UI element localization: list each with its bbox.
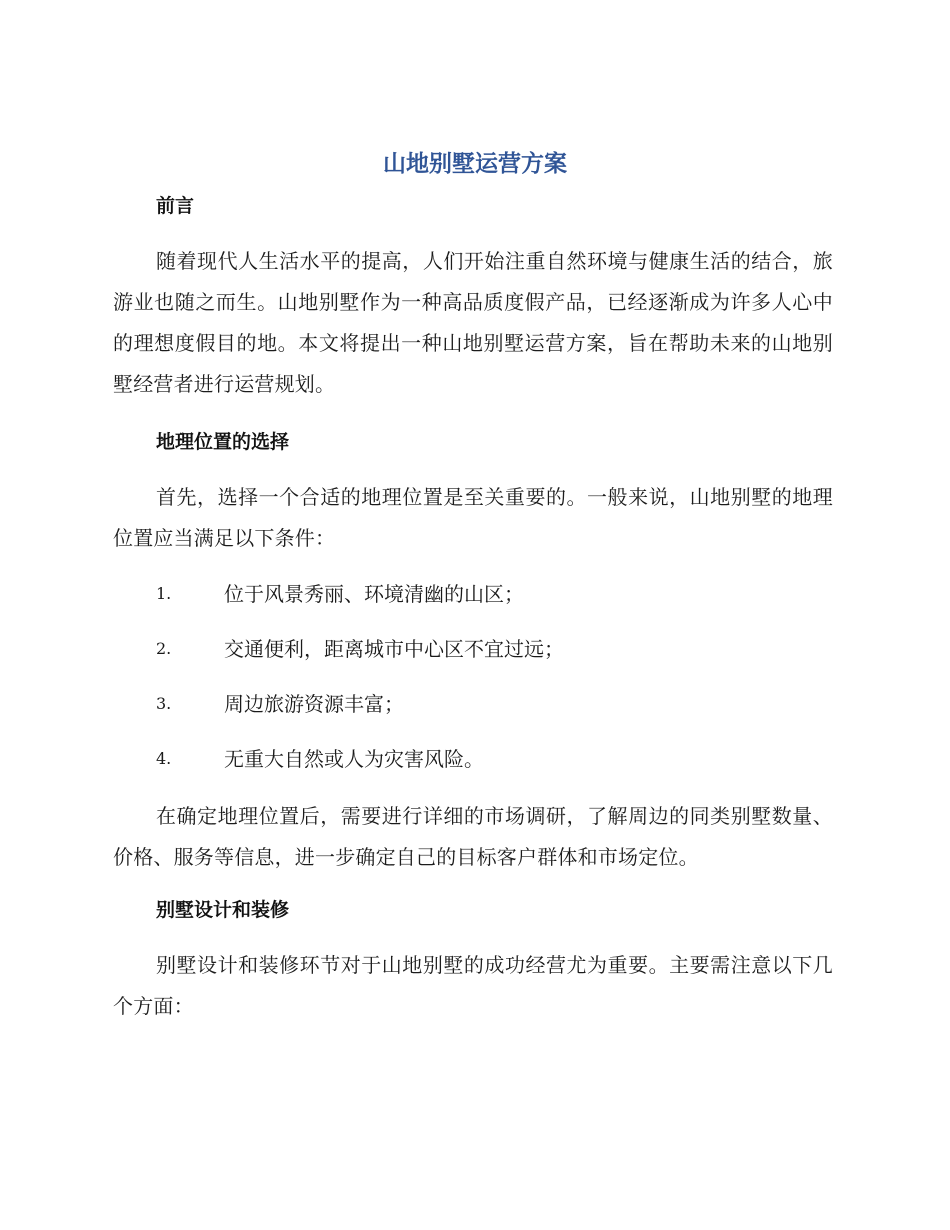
paragraph-design-intro: 别墅设计和装修环节对于山地别墅的成功经营尤为重要。主要需注意以下几个方面：	[113, 953, 833, 1018]
list-item-text: 无重大自然或人为灾害风险。	[224, 747, 484, 771]
list-item-number: 1.	[156, 584, 172, 603]
list-item-number: 3.	[156, 694, 172, 713]
paragraph-preface: 随着现代人生活水平的提高，人们开始注重自然环境与健康生活的结合，旅游业也随之而生。山地别墅作为一种高品质度假产品，已经逐渐成为许多人心中的理想度假目的地。本文将提出一种山地别墅运营方案，旨在帮助未来的山地别墅经营者进行运营规划。	[113, 249, 833, 396]
list-item-text: 交通便利，距离城市中心区不宜过远；	[224, 637, 564, 661]
list-item	[156, 578, 836, 610]
list-item-text: 周边旅游资源丰富；	[224, 692, 404, 716]
list-item	[156, 743, 836, 775]
paragraph-location-intro: 首先，选择一个合适的地理位置是至关重要的。一般来说，山地别墅的地理位置应当满足以下条件：	[113, 485, 833, 550]
section-heading-preface: 前言	[156, 195, 195, 217]
list-item-number: 4.	[156, 749, 172, 768]
document-title: 山地别墅运营方案	[383, 151, 567, 177]
list-item-text: 位于风景秀丽、环境清幽的山区；	[224, 582, 524, 606]
list-item	[156, 633, 836, 665]
paragraph-location-outro: 在确定地理位置后，需要进行详细的市场调研，了解周边的同类别墅数量、价格、服务等信息，进一步确定自己的目标客户群体和市场定位。	[113, 804, 833, 869]
list-item-number: 2.	[156, 639, 172, 658]
section-heading-location: 地理位置的选择	[156, 431, 290, 453]
list-item	[156, 688, 836, 720]
section-heading-design: 别墅设计和装修	[156, 899, 290, 921]
